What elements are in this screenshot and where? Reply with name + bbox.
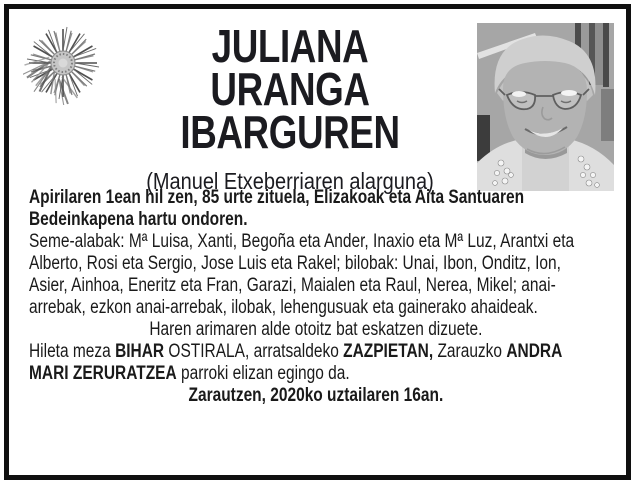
death-announcement: Apirilaren 1ean hil zen, 85 urte zituela, Elizakoak eta Aita Santuaren Bedeinkapena hartu ondoren. xyxy=(29,187,525,230)
funeral-day-bold: BIHAR xyxy=(115,341,165,362)
widow-subtitle: (Manuel Etxeberriaren alarguna) xyxy=(146,168,434,194)
prayer-request: Haren arimaren alde otoitz bat eskatzen dizuete. xyxy=(149,319,483,340)
title-block xyxy=(103,17,477,194)
funeral-church-bold: ANDRA MARI ZERURATZEA xyxy=(29,341,562,384)
family-list: Seme-alabak: Mª Luisa, Xanti, Begoña eta Ander, Inaxio eta Mª Luz, Arantxi eta Alberto, Rosi eta Sergio, Jose Luis eta Rakel; bilobak: Unai, Ibon, Onditz, Ion, Asier, Ainhoa, Eneritz eta Fran, Garazi, Maialen eta Raul, Nerea, Mikel; anai-arrebak, ezkon anai-arrebak, ilobak, lehengusuak eta gainerako ahaideak. xyxy=(29,231,575,318)
page-title xyxy=(140,20,439,158)
notice-frame xyxy=(4,4,631,480)
funeral-text: OSTIRALA, arratsaldeko xyxy=(164,341,344,362)
deceased-name-line1: JULIANA URANGA xyxy=(210,20,370,115)
funeral-text: Zarauzko xyxy=(433,341,507,362)
portrait-photo xyxy=(477,23,614,191)
funeral-notice xyxy=(29,341,603,385)
funeral-text: parroki elizan egingo da. xyxy=(176,363,350,384)
header xyxy=(9,9,626,194)
funeral-text: Hileta meza xyxy=(29,341,116,362)
eguzkilore-flower-icon xyxy=(23,17,103,187)
notice-body xyxy=(29,187,603,407)
funeral-time-bold: ZAZPIETAN, xyxy=(343,341,434,362)
deceased-name-line2: IBARGUREN xyxy=(180,106,400,158)
date-place-line: Zarautzen, 2020ko uztailaren 16an. xyxy=(188,385,444,406)
